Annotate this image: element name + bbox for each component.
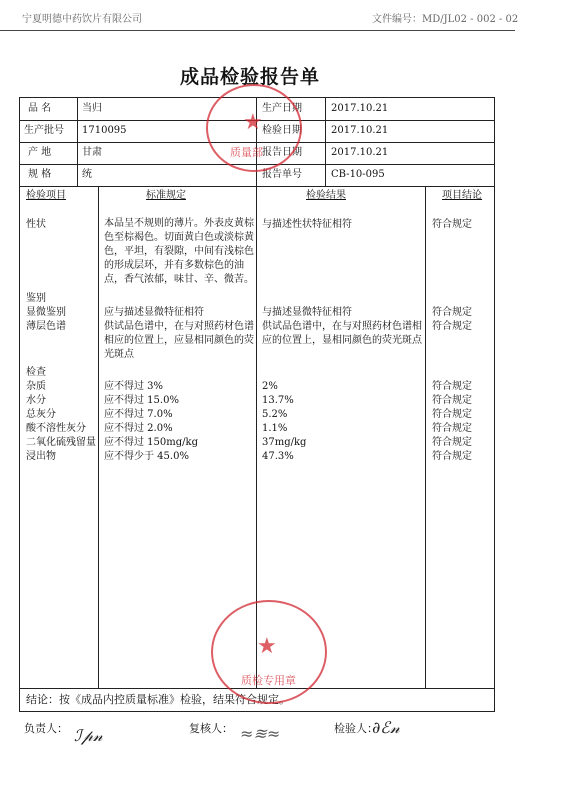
report-date: 2017.10.21 (331, 147, 389, 158)
row-item: 性状 (26, 219, 46, 230)
report-date-label: 报告日期 (262, 147, 302, 158)
row-result: 47.3% (262, 451, 294, 462)
company-header: 宁夏明德中药饮片有限公司 (22, 14, 142, 25)
row-item: 检查 (26, 367, 46, 378)
test-date: 2017.10.21 (331, 125, 389, 136)
report-no: CB-10-095 (331, 169, 385, 180)
row-conclusion: 符合规定 (432, 437, 472, 448)
row-result: 5.2% (262, 409, 288, 420)
row-standard: 应与描述显微特征相符 (104, 307, 204, 318)
row-conclusion: 符合规定 (432, 321, 472, 332)
responsible-signature: ℐ𝓅𝓃 (74, 726, 103, 745)
row-result: 2% (262, 381, 278, 392)
row-result: 13.7% (262, 395, 294, 406)
row-result: 37mg/kg (262, 437, 307, 448)
row-result: 与描述显微特征相符 (262, 307, 352, 318)
prod-date-label: 生产日期 (262, 103, 302, 114)
row-conclusion: 符合规定 (432, 381, 472, 392)
header-standard: 标准规定 (146, 190, 186, 201)
stamp-star-icon: ★ (243, 110, 263, 135)
row-item: 薄层色谱 (26, 321, 66, 332)
row-standard: 应不得过 7.0% (104, 409, 173, 420)
row-item: 杂质 (26, 381, 46, 392)
report-no-label: 报告单号 (262, 169, 302, 180)
stamp-dept-text: 质量部 (230, 146, 263, 159)
reviewer-signature: ≈≋≈ (240, 724, 281, 743)
header-result: 检验结果 (306, 190, 346, 201)
batch-label: 生产批号 (24, 125, 64, 136)
stamp-seal-text: 质检专用章 (241, 674, 296, 687)
inspection-seal-stamp (211, 600, 327, 704)
name-label: 品 名 (28, 103, 52, 114)
reviewer-label: 复核人： (189, 722, 233, 735)
inspector-signature: ∂ℰ𝓃 (372, 718, 400, 737)
header-item: 检验项目 (26, 190, 66, 201)
row-item: 酸不溶性灰分 (26, 423, 86, 434)
row-item: 水分 (26, 395, 46, 406)
row-standard: 应不得过 150mg/kg (104, 437, 198, 448)
page-title: 成品检验报告单 (179, 66, 320, 88)
row-result: 与描述性状特征相符 (262, 219, 352, 230)
document-number: 文件编号：MD/JL02 - 002 - 02 (372, 14, 519, 25)
header-rule (0, 30, 515, 31)
row-conclusion: 符合规定 (432, 307, 472, 318)
prod-date: 2017.10.21 (331, 103, 389, 114)
conclusion-text: 结论：按《成品内控质量标准》检验，结果符合规定。 (26, 693, 290, 706)
stamp-star-icon: ★ (257, 634, 277, 659)
product-name: 当归 (82, 103, 102, 114)
origin-value: 甘肃 (82, 147, 102, 158)
row-item: 二氧化硫残留量 (26, 437, 96, 448)
row-conclusion: 符合规定 (432, 395, 472, 406)
row-standard: 应不得过 3% (104, 381, 164, 392)
test-date-label: 检验日期 (262, 125, 302, 136)
row-standard: 供试品色谱中，在与对照药材色谱相应的位置上，应显相同颜色的荧光斑点 (104, 321, 254, 360)
row-result: 供试品色谱中，在与对照药材色谱相应的位置上，显相同颜色的荧光斑点 (262, 321, 422, 346)
quality-dept-stamp (206, 84, 302, 172)
row-standard: 应不得过 2.0% (104, 423, 173, 434)
row-item: 总灰分 (26, 409, 56, 420)
row-item: 显微鉴别 (26, 307, 66, 318)
inspector-label: 检验人： (334, 722, 378, 735)
responsible-label: 负责人： (24, 722, 68, 735)
row-conclusion: 符合规定 (432, 219, 472, 230)
row-standard: 本品呈不规则的薄片。外表皮黄棕色至棕褐色。切面黄白色或淡棕黄色，平坦，有裂隙，中间有浅棕色的形成层环，并有多数棕色的油点，香气浓郁，味甘、辛、微苦。 (104, 218, 254, 285)
row-item: 浸出物 (26, 451, 56, 462)
row-standard: 应不得过 15.0% (104, 395, 179, 406)
spec-value: 统 (82, 169, 92, 180)
row-conclusion: 符合规定 (432, 423, 472, 434)
origin-label: 产 地 (28, 147, 52, 158)
row-conclusion: 符合规定 (432, 451, 472, 462)
row-item: 鉴别 (26, 293, 46, 304)
spec-label: 规 格 (28, 169, 52, 180)
row-standard: 应不得少于 45.0% (104, 451, 189, 462)
batch-number: 1710095 (82, 125, 127, 136)
row-conclusion: 符合规定 (432, 409, 472, 420)
header-conclusion: 项目结论 (442, 190, 482, 201)
row-result: 1.1% (262, 423, 288, 434)
